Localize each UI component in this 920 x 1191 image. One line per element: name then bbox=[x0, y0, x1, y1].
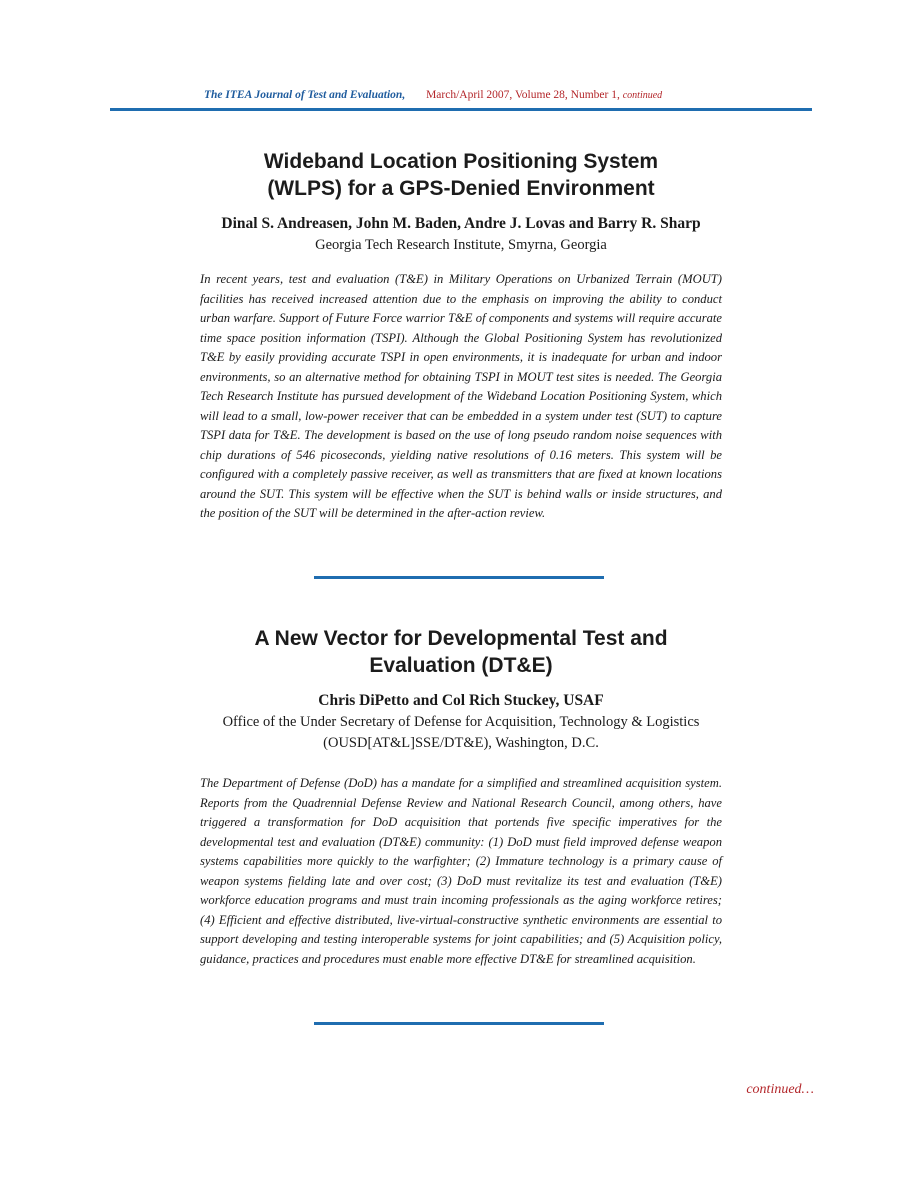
article-abstract: In recent years, test and evaluation (T&E) in Military Operations on Urbanized Terrain (MOUT) facilities has received increased attention due to the emphasis on improving the ability to conduct urban warfare. Support of Future Force warrior T&E of components and systems will require accurate time space position information (TSPI). Although the Global Positioning System has revolutionized T&E by easily providing accurate TSPI in open environments, it is inadequate for urban and indoor environments, so an alternative method for obtaining TSPI in MOUT test sites is needed. The Georgia Tech Research Institute has pursued development of the Wideband Location Positioning System, which will lead to a small, low-power receiver that can be embedded in a system under test (SUT) to capture TSPI data for T&E. The development is based on the use of long pseudo random noise sequences with chip durations of 546 picoseconds, yielding native resolutions of 0.16 meters. This system will be configured with a completely passive receiver, as well as transmitters that are fixed at known locations around the SUT. This system will be effective when the SUT is behind walls or inside structures, and the position of the SUT will be determined in the after-action review. bbox=[200, 272, 722, 520]
header-continued: continued bbox=[622, 90, 663, 101]
article-wlps bbox=[200, 148, 722, 524]
issue-info: March/April 2007, Volume 28, Number 1, bbox=[426, 89, 620, 101]
header-rule bbox=[110, 108, 812, 111]
section-divider bbox=[314, 1022, 604, 1025]
continued-note: continued… bbox=[746, 1082, 814, 1097]
article-authors: Dinal S. Andreasen, John M. Baden, Andre J. Lovas and Barry R. Sharp bbox=[221, 215, 701, 232]
journal-name: The ITEA Journal of Test and Evaluation, bbox=[204, 89, 406, 101]
article-affiliation: Georgia Tech Research Institute, Smyrna, Georgia bbox=[315, 237, 607, 253]
running-head bbox=[204, 87, 662, 104]
article-abstract: The Department of Defense (DoD) has a mandate for a simplified and streamlined acquisition system. Reports from the Quadrennial Defense Review and National Research Council, among others, have triggered a transformation for DoD acquisition that portends five specific imperatives for the developmental test and evaluation (DT&E) community: (1) DoD must field improved defense weapon systems capabilities more quickly to the warfighter; (2) Immature technology is a primary cause of weapon systems fielding late and over cost; (3) DoD must revitalize its test and evaluation (T&E) workforce education programs and must train incoming professionals as the aging workforce retires; (4) Efficient and effective distributed, live-virtual-constructive synthetic environments are essential to support developing and testing interoperable systems for joint capabilities; and (5) Acquisition policy, guidance, practices and procedures must enable more effective DT&E for streamlined acquisition. bbox=[200, 776, 722, 966]
section-divider bbox=[314, 576, 604, 579]
article-authors: Chris DiPetto and Col Rich Stuckey, USAF bbox=[318, 692, 604, 709]
article-title: Wideband Location Positioning System (WLPS) for a GPS-Denied Environment bbox=[263, 150, 659, 200]
article-title: A New Vector for Developmental Test and Evaluation (DT&E) bbox=[254, 627, 668, 677]
article-affiliation: Office of the Under Secretary of Defense for Acquisition, Technology & Logistics (OUSD[AT&L]SSE/DT&E), Washington, D.C. bbox=[222, 714, 700, 751]
article-dte bbox=[200, 625, 722, 969]
